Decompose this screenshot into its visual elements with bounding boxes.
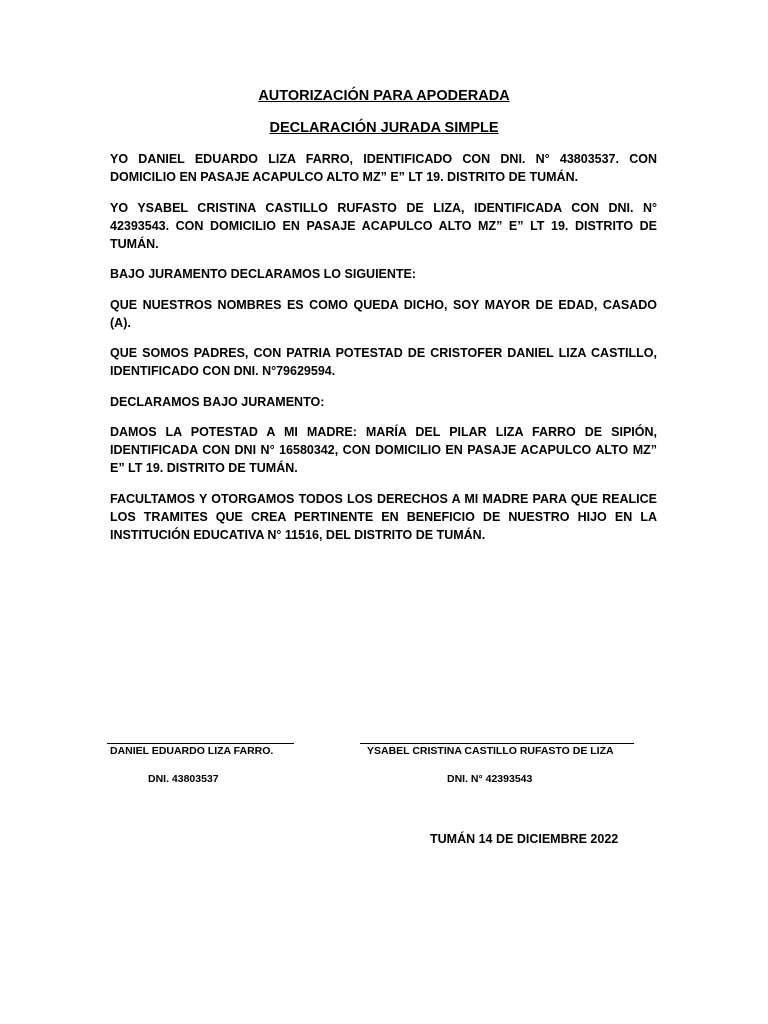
signature-dni-1: DNI. 43803537 [148,773,219,785]
signature-line-2 [360,743,634,744]
paragraph-oath-declare: DECLARAMOS BAJO JURAMENTO: [110,394,325,409]
signature-name-1: DANIEL EDUARDO LIZA FARRO. [110,745,274,757]
paragraph-oath-intro: BAJO JURAMENTO DECLARAMOS LO SIGUIENTE: [110,267,417,281]
paragraph-declarant-2: YO YSABEL CRISTINA CASTILLO RUFASTO DE LIZA, IDENTIFICADA CON DNI. N° 42393543. CON DOMICILIO EN PASAJE ACAPULCO ALTO MZ” E” LT 19. DISTRITO DE TUMÁN. [110,200,657,251]
paragraph-names: QUE NUESTROS NOMBRES ES COMO QUEDA DICHO, SOY MAYOR DE EDAD, CASADO (A). [110,297,657,330]
signature-line-1 [107,743,294,744]
place-date: TUMÁN 14 DE DICIEMBRE 2022 [430,832,619,846]
signature-name-2: YSABEL CRISTINA CASTILLO RUFASTO DE LIZA [367,745,614,757]
document-title: AUTORIZACIÓN PARA APODERADA [258,88,510,104]
document-body [110,150,657,556]
paragraph-custody: DAMOS LA POTESTAD A MI MADRE: MARÍA DEL PILAR LIZA FARRO DE SIPIÓN, IDENTIFICADA CON DNI N° 16580342, CON DOMICILIO EN PASAJE ACAPULCO ALTO MZ” E” LT 19. DISTRITO DE TUMÁN. [110,425,657,475]
paragraph-declarant-1: YO DANIEL EDUARDO LIZA FARRO, IDENTIFICADO CON DNI. N° 43803537. CON DOMICILIO EN PASAJE ACAPULCO ALTO MZ” E” LT 19. DISTRITO DE TUMÁN. [110,152,657,184]
document-subtitle: DECLARACIÓN JURADA SIMPLE [269,120,499,136]
signature-dni-2: DNI. N° 42393543 [447,773,533,785]
paragraph-authorization: FACULTAMOS Y OTORGAMOS TODOS LOS DERECHOS A MI MADRE PARA QUE REALICE LOS TRAMITES QUE CREA PERTINENTE EN BENEFICIO DE NUESTRO HIJO EN LA INSTITUCIÓN EDUCATIVA N° 11516, DEL DISTRITO DE TUMÁN. [110,491,657,542]
paragraph-parents: QUE SOMOS PADRES, CON PATRIA POTESTAD DE CRISTOFER DANIEL LIZA CASTILLO, IDENTIFICADO CON DNI. N°79629594. [110,346,657,378]
